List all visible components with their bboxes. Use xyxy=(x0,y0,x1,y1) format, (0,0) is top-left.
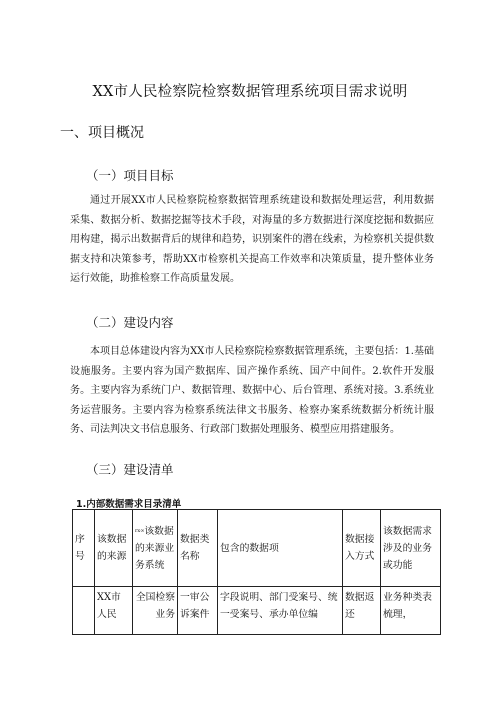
cell-category: 一审公诉案件 xyxy=(178,587,218,635)
table-title: 1.内部数据需求目录清单 xyxy=(76,499,182,510)
requirements-table xyxy=(72,509,441,635)
header-category: 数据类名称 xyxy=(178,510,218,587)
subsection-heading-content: （二）建设内容 xyxy=(86,315,174,330)
paragraph-content: 本项目总体建设内容为XX市人民检察院检察数据管理系统，主要包括：1.基础设施服务。主要内容为国产数据库、国产操作系统、国产中间件。2.软件开发服务。主要内容为系统门户、数据管理、数据中心、后台管理、系统对接。3.系统业务运营服务。主要内容为检察系统法律文书服务、检察办案系统数据分析统计服务、司法判决文书信息服务、行政部门数据处理服务、模型应用搭建服务。 xyxy=(70,346,434,436)
header-seq: 序号 xyxy=(73,510,95,587)
cell-method: 数据返还 xyxy=(343,587,381,635)
header-source-system-superscript: rx∞ xyxy=(135,527,145,534)
header-method: 数据接入方式 xyxy=(343,510,381,587)
table-header-row xyxy=(73,510,441,587)
table-row xyxy=(73,587,441,635)
subsection-heading-goal: （一）项目目标 xyxy=(86,168,174,183)
header-items: 包含的数据项 xyxy=(218,510,343,587)
header-source-system xyxy=(133,510,178,587)
cell-seq xyxy=(73,587,95,635)
section-heading-overview: 一、项目概况 xyxy=(60,125,144,141)
subsection-heading-list: （三）建设清单 xyxy=(86,462,174,477)
cell-source: XX市人民 xyxy=(95,587,133,635)
header-source-system-text: 该数据的来源业务系统 xyxy=(135,525,175,571)
paragraph-goal: 通过开展XX市人民检察院检察数据管理系统建设和数据处理运营，利用数据采集、数据分析、数据挖掘等技术手段，对海量的多方数据进行深度挖掘和数据应用构建，揭示出数据背后的规律和趋势，识别案件的潜在线索，为检察机关提供数据支持和决策参考，帮助XX市检察机关提高工作效率和决策质量，提升整体业务运行效能，助推检察工作高质量发展。 xyxy=(70,195,434,285)
cell-system: 全国检察业务 xyxy=(133,587,178,635)
header-source: 该数据的来源 xyxy=(95,510,133,587)
document-title: XX市人民检察院检察数据管理系统项目需求说明 xyxy=(92,84,408,100)
cell-items: 字段说明、部门受案号、统一受案号、承办单位编 xyxy=(218,587,343,635)
cell-business: 业务种类表梳理， xyxy=(381,587,441,635)
header-business: 该数据需求涉及的业务或功能 xyxy=(381,510,441,587)
